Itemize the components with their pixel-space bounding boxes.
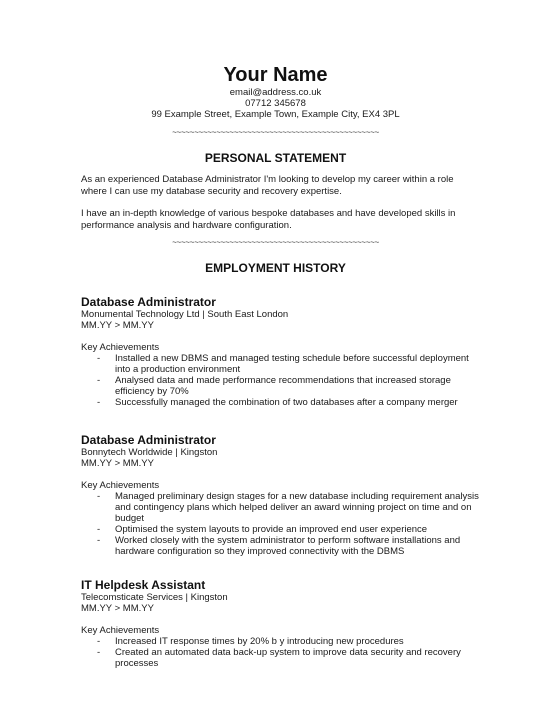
achievement-text: Optimised the system layouts to provide an improved end user experience bbox=[115, 524, 428, 535]
achievement-text: Worked closely with the system administrator to perform software installations and hardware configuration so they improved connectivity with the DBMS bbox=[115, 535, 461, 557]
key-achievements-label: Key Achievements bbox=[81, 342, 160, 353]
bullet-dash: - bbox=[97, 535, 101, 546]
achievements-list bbox=[81, 491, 481, 557]
job-company: Monumental Technology Ltd | South East London bbox=[81, 309, 289, 320]
achievement-item bbox=[81, 491, 481, 524]
bullet-dash: - bbox=[97, 397, 101, 408]
bullet-dash: - bbox=[97, 636, 101, 647]
bullet-dash: - bbox=[97, 491, 101, 502]
achievement-item bbox=[81, 397, 481, 408]
achievement-text: Analysed data and made performance recommendations that increased storage efficiency by 70% bbox=[115, 375, 451, 397]
job-entry bbox=[81, 433, 481, 557]
contact-address: 99 Example Street, Example Town, Example City, EX4 3PL bbox=[151, 109, 400, 120]
job-dates: MM.YY > MM.YY bbox=[81, 320, 154, 331]
key-achievements-label: Key Achievements bbox=[81, 625, 160, 636]
header-divider: ~~~~~~~~~~~~~~~~~~~~~~~~~~~~~~~~~~~~~~~~~~~~~~~ bbox=[172, 129, 379, 138]
job-title: IT Helpdesk Assistant bbox=[81, 578, 206, 592]
personal-statement-paragraph-1: As an experienced Database Administrator I'm looking to develop my career within a role where I can use my database security and recovery expertise. bbox=[81, 174, 454, 197]
personal-statement-heading: PERSONAL STATEMENT bbox=[204, 151, 347, 165]
job-title: Database Administrator bbox=[81, 295, 216, 309]
achievement-item bbox=[81, 636, 481, 647]
job-company: Bonnytech Worldwide | Kingston bbox=[81, 447, 218, 458]
achievement-text: Managed preliminary design stages for a new database including requirement analysis and contingency plans which helped deliver an award winning project on time and on budget bbox=[115, 491, 479, 524]
achievements-list bbox=[81, 636, 481, 669]
job-company: Telecomsticate Services | Kingston bbox=[81, 592, 228, 603]
job-dates: MM.YY > MM.YY bbox=[81, 603, 154, 614]
contact-email: email@address.co.uk bbox=[229, 87, 322, 98]
cv-name: Your Name bbox=[223, 64, 328, 86]
achievement-item bbox=[81, 535, 481, 557]
achievement-text: Increased IT response times by 20% b y introducing new procedures bbox=[115, 636, 404, 647]
job-entry bbox=[81, 578, 481, 669]
employment-history-heading: EMPLOYMENT HISTORY bbox=[205, 261, 346, 275]
bullet-dash: - bbox=[97, 647, 101, 658]
bullet-dash: - bbox=[97, 375, 101, 386]
achievement-item bbox=[81, 524, 481, 535]
achievement-item bbox=[81, 647, 481, 669]
bullet-dash: - bbox=[97, 353, 101, 364]
achievements-list bbox=[81, 353, 481, 408]
key-achievements-label: Key Achievements bbox=[81, 480, 160, 491]
job-dates: MM.YY > MM.YY bbox=[81, 458, 154, 469]
personal-statement-paragraph-2: I have an in-depth knowledge of various bespoke databases and have developed skills in performance analysis and hardware configuration. bbox=[81, 208, 456, 231]
achievement-item bbox=[81, 375, 481, 397]
achievement-item bbox=[81, 353, 481, 375]
achievement-text: Successfully managed the combination of two databases after a company merger bbox=[115, 397, 458, 408]
achievement-text: Created an automated data back-up system to improve data security and recovery processes bbox=[115, 647, 461, 669]
statement-divider: ~~~~~~~~~~~~~~~~~~~~~~~~~~~~~~~~~~~~~~~~~~~~~~~ bbox=[172, 239, 379, 248]
bullet-dash: - bbox=[97, 524, 101, 535]
job-title: Database Administrator bbox=[81, 433, 216, 447]
achievement-text: Installed a new DBMS and managed testing schedule before successful deployment into a production environment bbox=[115, 353, 469, 375]
contact-phone: 07712 345678 bbox=[245, 98, 306, 109]
job-entry bbox=[81, 295, 481, 408]
